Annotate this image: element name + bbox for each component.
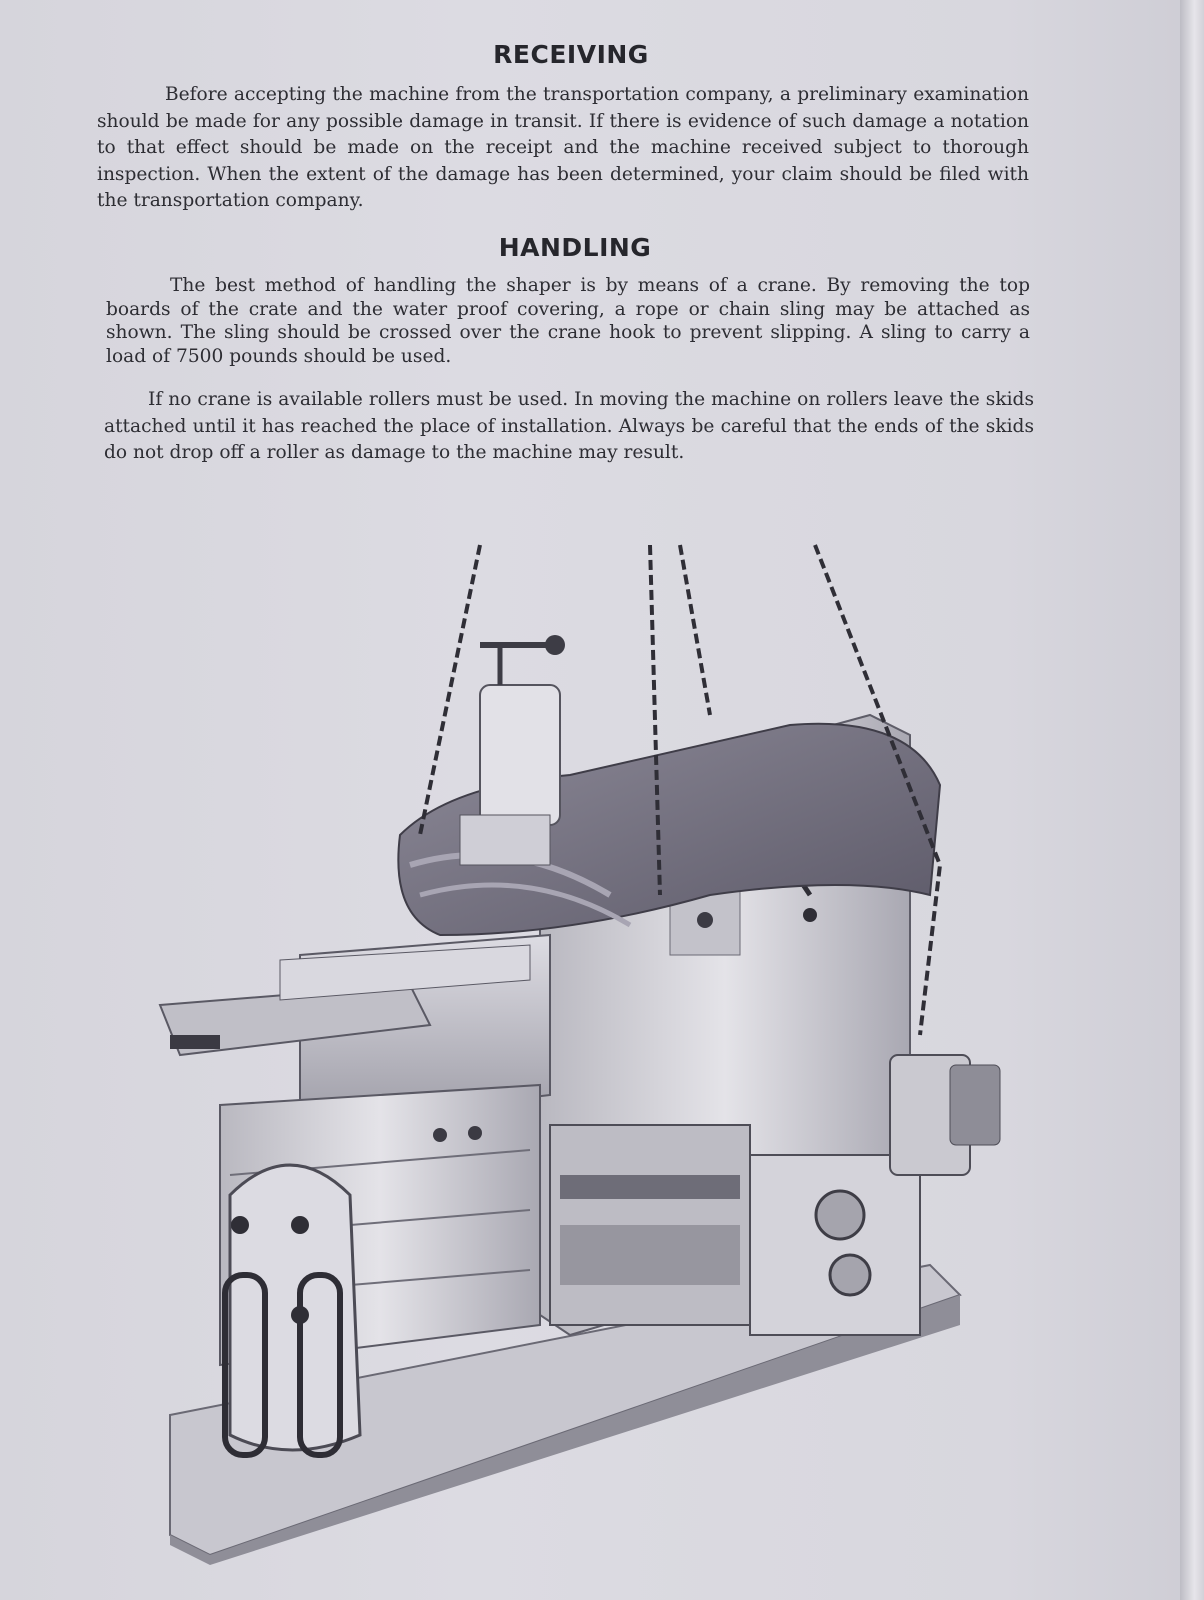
receiving-heading: RECEIVING — [493, 40, 649, 69]
receiving-paragraph: Before accepting the machine from the transportation company, a preliminary examination should be made for any possible damage in transit. If there is evidence of such damage a notation to that effect should be made on the receipt and the machine received subject to thorough inspection. When the extent of the damage has been determined, your claim should be filed with the transportation company. — [97, 84, 1029, 211]
rollers-paragraph: If no crane is available rollers must be used. In moving the machine on rollers leave the skids attached until it has reached the place of installation. Always be careful that the ends of the skids do not drop off a roller as damage to the machine may result. — [104, 389, 1034, 463]
shaper-machine-photo — [150, 535, 1030, 1565]
handling-paragraph: The best method of handling the shaper is by means of a crane. By removing the top boards of the crate and the water proof covering, a rope or chain sling may be attached as shown. The sling should be crossed over the crane hook to prevent slipping. A sling to carry a load of 7500 pounds should be used. — [106, 275, 1030, 367]
handling-heading: HANDLING — [498, 233, 652, 262]
page-edge — [1180, 0, 1204, 1600]
